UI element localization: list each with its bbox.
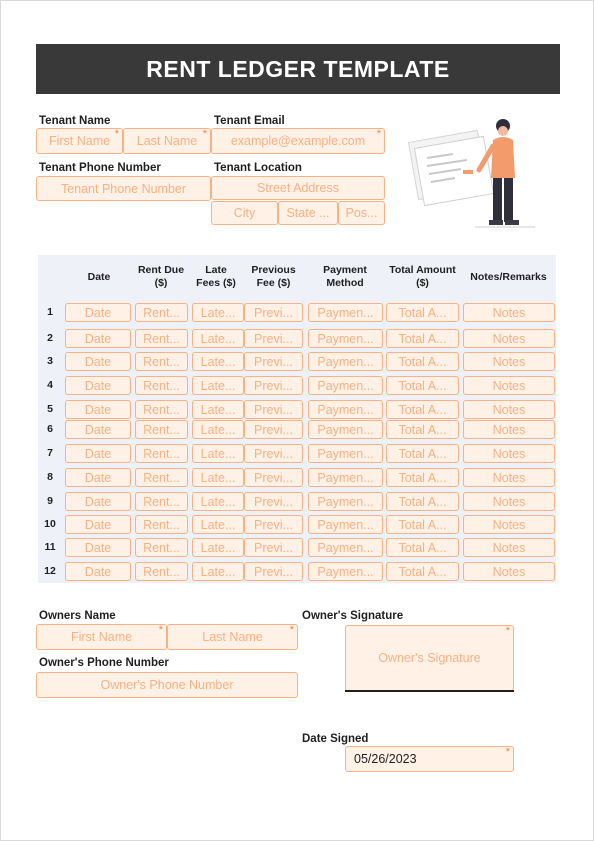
payment-method-input[interactable]: [308, 352, 383, 371]
signature-line: [345, 690, 514, 692]
tenant-name-label: Tenant Name: [39, 115, 111, 127]
total-amount-input[interactable]: [386, 562, 459, 581]
date-input[interactable]: [65, 468, 131, 487]
previous-fee-input[interactable]: [244, 329, 303, 348]
previous-fee-input[interactable]: [244, 515, 303, 534]
row-number: 3: [47, 355, 53, 367]
previous-fee-placeholder: Previ...: [254, 564, 293, 579]
rent-due-input[interactable]: [135, 515, 188, 534]
tenant-first-name-field[interactable]: [36, 128, 123, 154]
row-number: 7: [47, 447, 53, 459]
previous-fee-input[interactable]: [244, 352, 303, 371]
payment-method-placeholder: Paymen...: [317, 564, 374, 579]
payment-method-input[interactable]: [308, 444, 383, 463]
tenant-email-placeholder: example@example.com: [230, 134, 366, 148]
owner-signature-placeholder: Owner's Signature: [378, 651, 481, 665]
notes-placeholder: Notes: [492, 378, 526, 393]
payment-method-input[interactable]: [308, 562, 383, 581]
date-input[interactable]: [65, 538, 131, 557]
payment-method-placeholder: Paymen...: [317, 517, 374, 532]
notes-placeholder: Notes: [492, 402, 526, 417]
payment-method-placeholder: Paymen...: [317, 402, 374, 417]
total-amount-input[interactable]: [386, 444, 459, 463]
rent-due-placeholder: Rent...: [143, 402, 180, 417]
notes-input[interactable]: [463, 468, 555, 487]
total-amount-placeholder: Total A...: [398, 540, 447, 555]
tenant-city-placeholder: City: [233, 206, 256, 220]
date-input[interactable]: [65, 562, 131, 581]
previous-fee-input[interactable]: [244, 562, 303, 581]
owner-last-name-field[interactable]: [167, 624, 298, 650]
notes-input[interactable]: [463, 538, 555, 557]
header-notes-remarks: Notes/Remarks: [470, 270, 547, 283]
previous-fee-input[interactable]: [244, 468, 303, 487]
payment-method-placeholder: Paymen...: [317, 422, 374, 437]
row-number: 12: [44, 565, 56, 577]
date-placeholder: Date: [84, 564, 112, 579]
row-number: 6: [47, 423, 53, 435]
rent-due-input[interactable]: [135, 468, 188, 487]
tenant-state-placeholder: State ...: [286, 206, 330, 220]
payment-method-placeholder: Paymen...: [317, 540, 374, 555]
late-fees-placeholder: Late...: [200, 517, 236, 532]
header-late-fees: Late Fees ($): [196, 264, 236, 289]
payment-method-input[interactable]: [308, 329, 383, 348]
tenant-first-name-placeholder: First Name: [48, 134, 111, 148]
previous-fee-placeholder: Previ...: [254, 305, 293, 320]
date-input[interactable]: [65, 420, 131, 439]
date-placeholder: Date: [84, 470, 112, 485]
notes-input[interactable]: [463, 400, 555, 419]
late-fees-input[interactable]: [192, 376, 244, 395]
header-rent-due: Rent Due ($): [137, 264, 185, 289]
late-fees-input[interactable]: [192, 420, 244, 439]
notes-input[interactable]: [463, 352, 555, 371]
notes-input[interactable]: [463, 329, 555, 348]
payment-method-input[interactable]: [308, 538, 383, 557]
previous-fee-input[interactable]: [244, 420, 303, 439]
late-fees-input[interactable]: [192, 329, 244, 348]
row-number: 1: [47, 306, 53, 318]
tenant-phone-field[interactable]: [36, 176, 211, 201]
total-amount-input[interactable]: [386, 352, 459, 371]
payment-method-placeholder: Paymen...: [317, 470, 374, 485]
late-fees-input[interactable]: [192, 400, 244, 419]
previous-fee-placeholder: Previ...: [254, 402, 293, 417]
notes-input[interactable]: [463, 515, 555, 534]
tenant-last-name-field[interactable]: [123, 128, 211, 154]
tenant-phone-label: Tenant Phone Number: [39, 162, 161, 174]
date-placeholder: Date: [84, 402, 112, 417]
late-fees-input[interactable]: [192, 492, 244, 511]
tenant-state-field[interactable]: [278, 201, 338, 225]
rent-due-placeholder: Rent...: [143, 564, 180, 579]
notes-placeholder: Notes: [492, 305, 526, 320]
date-placeholder: Date: [84, 305, 112, 320]
late-fees-input[interactable]: [192, 515, 244, 534]
total-amount-input[interactable]: [386, 400, 459, 419]
rent-due-placeholder: Rent...: [143, 354, 180, 369]
rent-due-input[interactable]: [135, 492, 188, 511]
payment-method-placeholder: Paymen...: [317, 305, 374, 320]
previous-fee-input[interactable]: [244, 492, 303, 511]
notes-input[interactable]: [463, 376, 555, 395]
late-fees-placeholder: Late...: [200, 378, 236, 393]
total-amount-placeholder: Total A...: [398, 564, 447, 579]
total-amount-placeholder: Total A...: [398, 470, 447, 485]
late-fees-input[interactable]: [192, 444, 244, 463]
rent-due-placeholder: Rent...: [143, 540, 180, 555]
rent-due-placeholder: Rent...: [143, 422, 180, 437]
late-fees-input[interactable]: [192, 303, 244, 322]
rent-due-input[interactable]: [135, 352, 188, 371]
previous-fee-placeholder: Previ...: [254, 422, 293, 437]
payment-method-input[interactable]: [308, 468, 383, 487]
tenant-street-placeholder: Street Address: [257, 181, 339, 195]
notes-placeholder: Notes: [492, 446, 526, 461]
late-fees-placeholder: Late...: [200, 354, 236, 369]
date-placeholder: Date: [84, 446, 112, 461]
total-amount-input[interactable]: [386, 420, 459, 439]
owner-name-label: Owners Name: [39, 610, 116, 622]
rent-due-placeholder: Rent...: [143, 446, 180, 461]
total-amount-input[interactable]: [386, 538, 459, 557]
previous-fee-placeholder: Previ...: [254, 378, 293, 393]
total-amount-placeholder: Total A...: [398, 331, 447, 346]
previous-fee-placeholder: Previ...: [254, 517, 293, 532]
total-amount-input[interactable]: [386, 376, 459, 395]
late-fees-placeholder: Late...: [200, 494, 236, 509]
late-fees-placeholder: Late...: [200, 540, 236, 555]
notes-input[interactable]: [463, 562, 555, 581]
total-amount-input[interactable]: [386, 303, 459, 322]
late-fees-placeholder: Late...: [200, 470, 236, 485]
tenant-street-field[interactable]: [211, 176, 385, 200]
previous-fee-input[interactable]: [244, 444, 303, 463]
total-amount-placeholder: Total A...: [398, 494, 447, 509]
tenant-email-label: Tenant Email: [214, 115, 285, 127]
previous-fee-placeholder: Previ...: [254, 494, 293, 509]
owner-phone-placeholder: Owner's Phone Number: [100, 678, 234, 692]
rent-due-input[interactable]: [135, 420, 188, 439]
tenant-last-name-placeholder: Last Name: [136, 134, 198, 148]
late-fees-placeholder: Late...: [200, 564, 236, 579]
date-input[interactable]: [65, 492, 131, 511]
owner-phone-field[interactable]: [36, 672, 298, 698]
date-input[interactable]: [65, 444, 131, 463]
total-amount-placeholder: Total A...: [398, 305, 447, 320]
payment-method-placeholder: Paymen...: [317, 494, 374, 509]
payment-method-placeholder: Paymen...: [317, 378, 374, 393]
tenant-email-field[interactable]: [211, 128, 385, 154]
rent-due-placeholder: Rent...: [143, 305, 180, 320]
page-title: RENT LEDGER TEMPLATE: [36, 44, 560, 94]
date-signed-field[interactable]: [345, 746, 514, 772]
late-fees-input[interactable]: [192, 562, 244, 581]
total-amount-input[interactable]: [386, 515, 459, 534]
date-input[interactable]: [65, 352, 131, 371]
date-placeholder: Date: [84, 331, 112, 346]
date-placeholder: Date: [84, 494, 112, 509]
previous-fee-placeholder: Previ...: [254, 446, 293, 461]
total-amount-placeholder: Total A...: [398, 354, 447, 369]
rent-due-placeholder: Rent...: [143, 517, 180, 532]
payment-method-input[interactable]: [308, 492, 383, 511]
rent-due-input[interactable]: [135, 400, 188, 419]
notes-placeholder: Notes: [492, 564, 526, 579]
row-number: 8: [47, 471, 53, 483]
late-fees-input[interactable]: [192, 352, 244, 371]
owner-last-name-placeholder: Last Name: [202, 630, 263, 644]
total-amount-placeholder: Total A...: [398, 422, 447, 437]
notes-input[interactable]: [463, 492, 555, 511]
row-number: 2: [47, 332, 53, 344]
rent-due-input[interactable]: [135, 444, 188, 463]
payment-method-placeholder: Paymen...: [317, 446, 374, 461]
tenant-postal-field[interactable]: [338, 201, 385, 225]
rent-due-placeholder: Rent...: [143, 470, 180, 485]
previous-fee-placeholder: Previ...: [254, 470, 293, 485]
tenant-location-label: Tenant Location: [214, 162, 302, 174]
header-total-amount: Total Amount ($): [389, 264, 456, 289]
owner-signature-field[interactable]: [345, 625, 514, 691]
notes-placeholder: Notes: [492, 470, 526, 485]
previous-fee-placeholder: Previ...: [254, 331, 293, 346]
row-number: 4: [47, 379, 53, 391]
notes-input[interactable]: [463, 420, 555, 439]
previous-fee-input[interactable]: [244, 400, 303, 419]
person-with-document-illustration: [405, 112, 555, 234]
late-fees-placeholder: Late...: [200, 331, 236, 346]
date-input[interactable]: [65, 303, 131, 322]
tenant-postal-placeholder: Pos...: [345, 206, 378, 220]
payment-method-input[interactable]: [308, 303, 383, 322]
date-placeholder: Date: [84, 354, 112, 369]
notes-input[interactable]: [463, 303, 555, 322]
date-input[interactable]: [65, 376, 131, 395]
total-amount-placeholder: Total A...: [398, 446, 447, 461]
previous-fee-input[interactable]: [244, 376, 303, 395]
owner-phone-label: Owner's Phone Number: [39, 657, 169, 669]
row-number: 5: [47, 403, 53, 415]
total-amount-placeholder: Total A...: [398, 378, 447, 393]
header-payment-method: Payment Method: [323, 264, 367, 289]
rent-due-input[interactable]: [135, 303, 188, 322]
late-fees-input[interactable]: [192, 538, 244, 557]
date-input[interactable]: [65, 329, 131, 348]
payment-method-input[interactable]: [308, 376, 383, 395]
tenant-city-field[interactable]: [211, 201, 278, 225]
notes-placeholder: Notes: [492, 331, 526, 346]
late-fees-placeholder: Late...: [200, 305, 236, 320]
date-placeholder: Date: [84, 517, 112, 532]
date-placeholder: Date: [84, 540, 112, 555]
rent-due-input[interactable]: [135, 562, 188, 581]
previous-fee-placeholder: Previ...: [254, 540, 293, 555]
rent-due-placeholder: Rent...: [143, 494, 180, 509]
date-signed-value: 05/26/2023: [354, 752, 417, 766]
late-fees-input[interactable]: [192, 468, 244, 487]
total-amount-input[interactable]: [386, 468, 459, 487]
owner-signature-label: Owner's Signature: [302, 610, 404, 622]
previous-fee-input[interactable]: [244, 538, 303, 557]
total-amount-input[interactable]: [386, 329, 459, 348]
payment-method-input[interactable]: [308, 420, 383, 439]
late-fees-placeholder: Late...: [200, 422, 236, 437]
total-amount-placeholder: Total A...: [398, 517, 447, 532]
payment-method-placeholder: Paymen...: [317, 354, 374, 369]
row-number: 10: [44, 518, 56, 530]
rent-due-input[interactable]: [135, 376, 188, 395]
notes-placeholder: Notes: [492, 354, 526, 369]
row-number: 9: [47, 495, 53, 507]
notes-placeholder: Notes: [492, 422, 526, 437]
date-signed-label: Date Signed: [302, 733, 369, 745]
notes-placeholder: Notes: [492, 517, 526, 532]
date-input[interactable]: [65, 515, 131, 534]
payment-method-input[interactable]: [308, 400, 383, 419]
notes-input[interactable]: [463, 444, 555, 463]
notes-placeholder: Notes: [492, 494, 526, 509]
previous-fee-input[interactable]: [244, 303, 303, 322]
date-placeholder: Date: [84, 378, 112, 393]
total-amount-placeholder: Total A...: [398, 402, 447, 417]
late-fees-placeholder: Late...: [200, 446, 236, 461]
owner-first-name-placeholder: First Name: [70, 630, 133, 644]
rent-due-placeholder: Rent...: [143, 378, 180, 393]
rent-due-input[interactable]: [135, 538, 188, 557]
total-amount-input[interactable]: [386, 492, 459, 511]
owner-first-name-field[interactable]: [36, 624, 167, 650]
header-date: Date: [87, 270, 111, 283]
payment-method-input[interactable]: [308, 515, 383, 534]
notes-placeholder: Notes: [492, 540, 526, 555]
rent-due-input[interactable]: [135, 329, 188, 348]
tenant-phone-placeholder: Tenant Phone Number: [60, 181, 187, 196]
late-fees-placeholder: Late...: [200, 402, 236, 417]
payment-method-placeholder: Paymen...: [317, 331, 374, 346]
header-previous-fee: Previous Fee ($): [251, 264, 296, 289]
date-placeholder: Date: [84, 422, 112, 437]
date-input[interactable]: [65, 400, 131, 419]
rent-due-placeholder: Rent...: [143, 331, 180, 346]
row-number: 11: [44, 541, 56, 553]
previous-fee-placeholder: Previ...: [254, 354, 293, 369]
